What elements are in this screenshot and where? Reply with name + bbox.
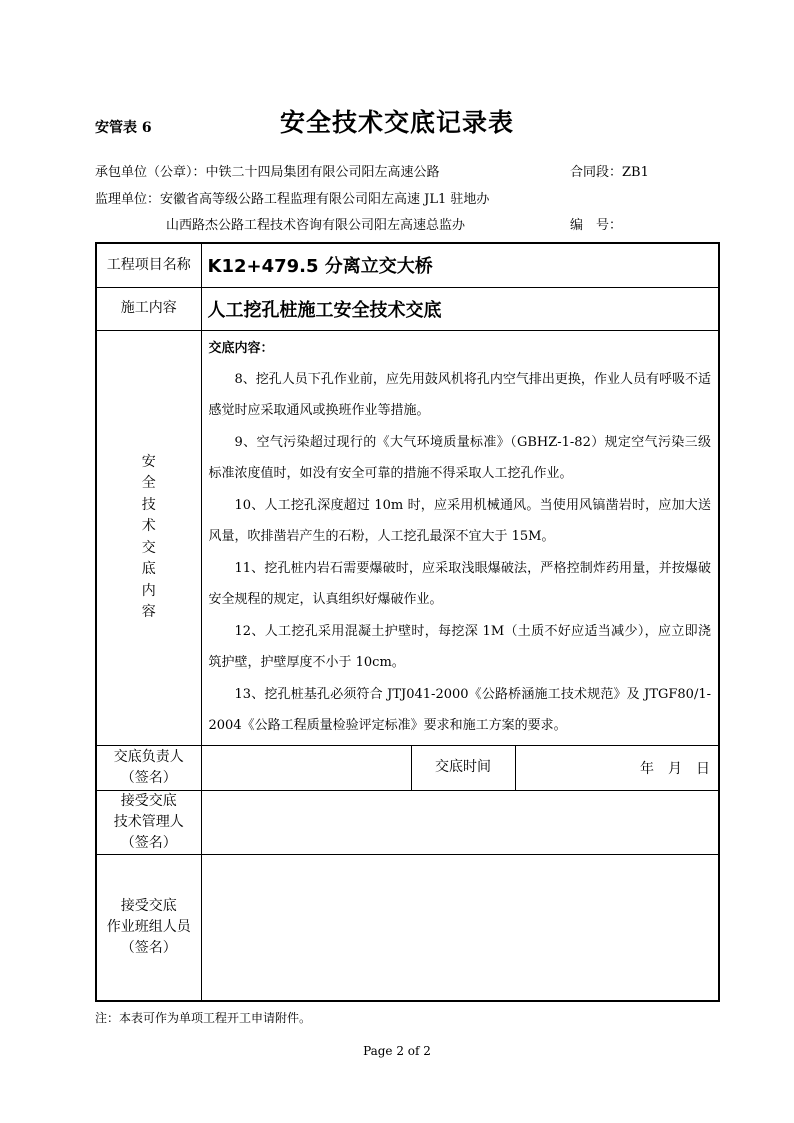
document-title: 安全技术交底记录表 — [279, 108, 514, 137]
label-char: 术 — [141, 518, 156, 534]
sign-label: （签名） — [120, 769, 177, 786]
project-row — [96, 243, 719, 287]
form-code: 安管表 6 — [95, 120, 152, 136]
responsible-person-label — [96, 745, 201, 790]
responsible-label-line: 交底负责人 — [113, 748, 184, 765]
safety-content-body — [201, 330, 719, 745]
team-label-line: 接受交底 — [120, 897, 177, 914]
team-label-line: 作业班组人员 — [106, 918, 191, 935]
footer-note: 注：本表可作为单项工程开工申请附件。 — [95, 1011, 312, 1025]
project-name-value: K12+479.5 分离立交大桥 — [201, 243, 719, 287]
team-row — [96, 854, 719, 1001]
content-item: 12、人工挖孔采用混凝土护壁时，每挖深 1M（土质不好应适当减少），应立即浇筑护壁，护壁厚度不小于 10cm。 — [208, 623, 711, 670]
work-content-label: 施工内容 — [96, 287, 201, 330]
responsible-signature-field[interactable] — [201, 745, 411, 790]
serial-number-label: 编 号： — [570, 218, 623, 233]
work-content-value: 人工挖孔桩施工安全技术交底 — [201, 287, 719, 330]
label-char: 底 — [141, 561, 156, 577]
tech-label-line: 接受交底 — [120, 792, 177, 809]
content-item: 10、人工挖孔深度超过 10m 时，应采用机械通风。当使用风镐凿岩时，应加大送风量，吹排凿岩产生的石粉，人工挖孔最深不宜大于 15M。 — [208, 497, 711, 544]
safety-content-label — [96, 330, 201, 745]
supervisor-line: 监理单位：安徽省高等级公路工程监理有限公司阳左高速 JL1 驻地办 — [95, 192, 490, 207]
label-char: 技 — [141, 496, 156, 513]
work-team-label — [96, 854, 201, 1001]
content-item: 9、空气污染超过现行的《大气环境质量标准》（GBHZ-1-82）规定空气污染三级标准浓度值时，如没有安全可靠的措施不得采取人工挖孔作业。 — [208, 434, 711, 481]
label-char: 全 — [141, 475, 156, 491]
label-char: 安 — [141, 453, 156, 470]
content-heading: 交底内容： — [208, 340, 274, 356]
content-item: 11、挖孔桩内岩石需要爆破时，应采取浅眼爆破法，严格控制炸药用量，并按爆破安全规程的规定，认真组织好爆破作业。 — [208, 560, 711, 607]
tech-manager-label — [96, 790, 201, 854]
content-item: 13、挖孔桩基孔必须符合 JTJ041-2000《公路桥涵施工技术规范》及 JTGF80/1-2004《公路工程质量检验评定标准》要求和施工方案的要求。 — [208, 686, 711, 733]
tech-row — [96, 790, 719, 854]
sign-label: （签名） — [120, 939, 177, 956]
tech-label-line: 技术管理人 — [113, 813, 184, 830]
label-char: 容 — [141, 604, 156, 620]
work-team-signature-field[interactable] — [201, 854, 719, 1001]
work-row — [96, 287, 719, 330]
label-char: 交 — [141, 539, 156, 556]
record-table — [95, 242, 720, 1002]
content-row — [96, 330, 719, 745]
label-char: 内 — [141, 582, 156, 599]
contract-section: 合同段：ZB1 — [570, 165, 649, 180]
tech-manager-signature-field[interactable] — [201, 790, 719, 854]
responsible-row — [96, 745, 719, 790]
supervisor-line-2: 山西路杰公路工程技术咨询有限公司阳左高速总监办 — [166, 218, 466, 233]
page-number: Page 2 of 2 — [363, 1044, 431, 1058]
project-name-label: 工程项目名称 — [96, 243, 201, 287]
handover-time-label: 交底时间 — [411, 745, 515, 790]
content-item: 8、挖孔人员下孔作业前，应先用鼓风机将孔内空气排出更换，作业人员有呼吸不适感觉时应采取通风或换班作业等措施。 — [208, 371, 711, 418]
contractor-line: 承包单位（公章）：中铁二十四局集团有限公司阳左高速公路 — [95, 165, 440, 180]
sign-label: （签名） — [120, 834, 177, 851]
handover-date-field[interactable]: 年 月 日 — [515, 745, 719, 790]
